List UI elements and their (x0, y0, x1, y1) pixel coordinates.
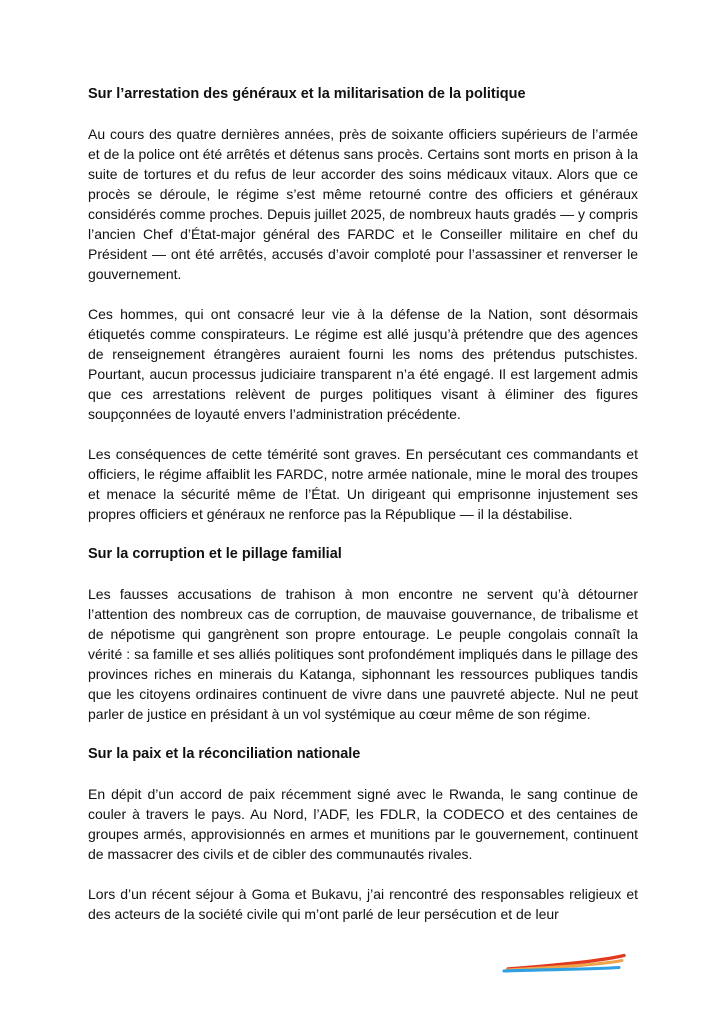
section-heading: Sur la paix et la réconciliation nationale (88, 746, 361, 762)
paragraph: Les fausses accusations de trahison à mon encontre ne servent qu’à détourner l’attention des nombreux cas de corruption, de mauvaise gouvernance, de tribalisme et de népotisme qui gangrènent son propre entourage. Le peuple congolais connaît la vérité : sa famille et ses alliés politiques sont profondément impliqués dans le pillage des provinces riches en minerais du Katanga, siphonnant les ressources publiques tandis que les citoyens ordinaires continuent de vivre dans une pauvreté abjecte. Nul ne peut parler de justice en présidant à un vol systémique au cœur même de son régime. (88, 586, 638, 722)
paragraph: Au cours des quatre dernières années, près de soixante officiers supérieurs de l’armée et de la police ont été arrêtés et détenus sans procès. Certains sont morts en prison à la suite de tortures et du refus de leur accorder des soins médicaux vitaux. Alors que ce procès se déroule, le régime s’est même retourné contre des officiers et généraux considérés comme proches. Depuis juillet 2025, de nombreux hauts gradés — y compris l’ancien Chef d’État-major général des FARDC et le Conseiller militaire en chef du Président — ont été arrêtés, accusés d’avoir comploté pour l’assassiner et renverser le gouvernement. (88, 126, 638, 282)
paragraph: Ces hommes, qui ont consacré leur vie à la défense de la Nation, sont désormais étiquetés comme conspirateurs. Le régime est allé jusqu’à prétendre que des agences de renseignement étrangères auraient fourni les noms des prétendus putschistes. Pourtant, aucun processus judiciaire transparent n’a été engagé. Il est largement admis que ces arrestations relèvent de purges politiques visant à éliminer des figures soupçonnées de loyauté envers l’administration précédente. (88, 306, 638, 422)
section-paix-reconciliation (88, 744, 638, 924)
section-heading: Sur la corruption et le pillage familial (88, 546, 342, 562)
section-corruption-pillage (88, 544, 638, 724)
paragraph: En dépit d’un accord de paix récemment signé avec le Rwanda, le sang continue de couler à travers le pays. Au Nord, l’ADF, les FDLR, la CODECO et des centaines de groupes armés, approvisionnés en armes et munitions par le gouvernement, continuent de massacrer des civils et de cibler des communautés rivales. (88, 786, 638, 862)
section-heading: Sur l’arrestation des généraux et la militarisation de la politique (88, 86, 526, 102)
swoosh-logo-icon (502, 953, 628, 976)
section-arrestation-generaux (88, 84, 638, 524)
swoosh-logo-svg (502, 953, 628, 976)
paragraph: Les conséquences de cette témérité sont graves. En persécutant ces commandants et officiers, le régime affaiblit les FARDC, notre armée nationale, mine le moral des troupes et menace la sécurité même de l’État. Un dirigeant qui emprisonne injustement ses propres officiers et généraux ne renforce pas la République — il la déstabilise. (88, 446, 638, 522)
paragraph: Lors d’un récent séjour à Goma et Bukavu, j’ai rencontré des responsables religieux et des acteurs de la société civile qui m’ont parlé de leur persécution et de leur (88, 886, 638, 922)
